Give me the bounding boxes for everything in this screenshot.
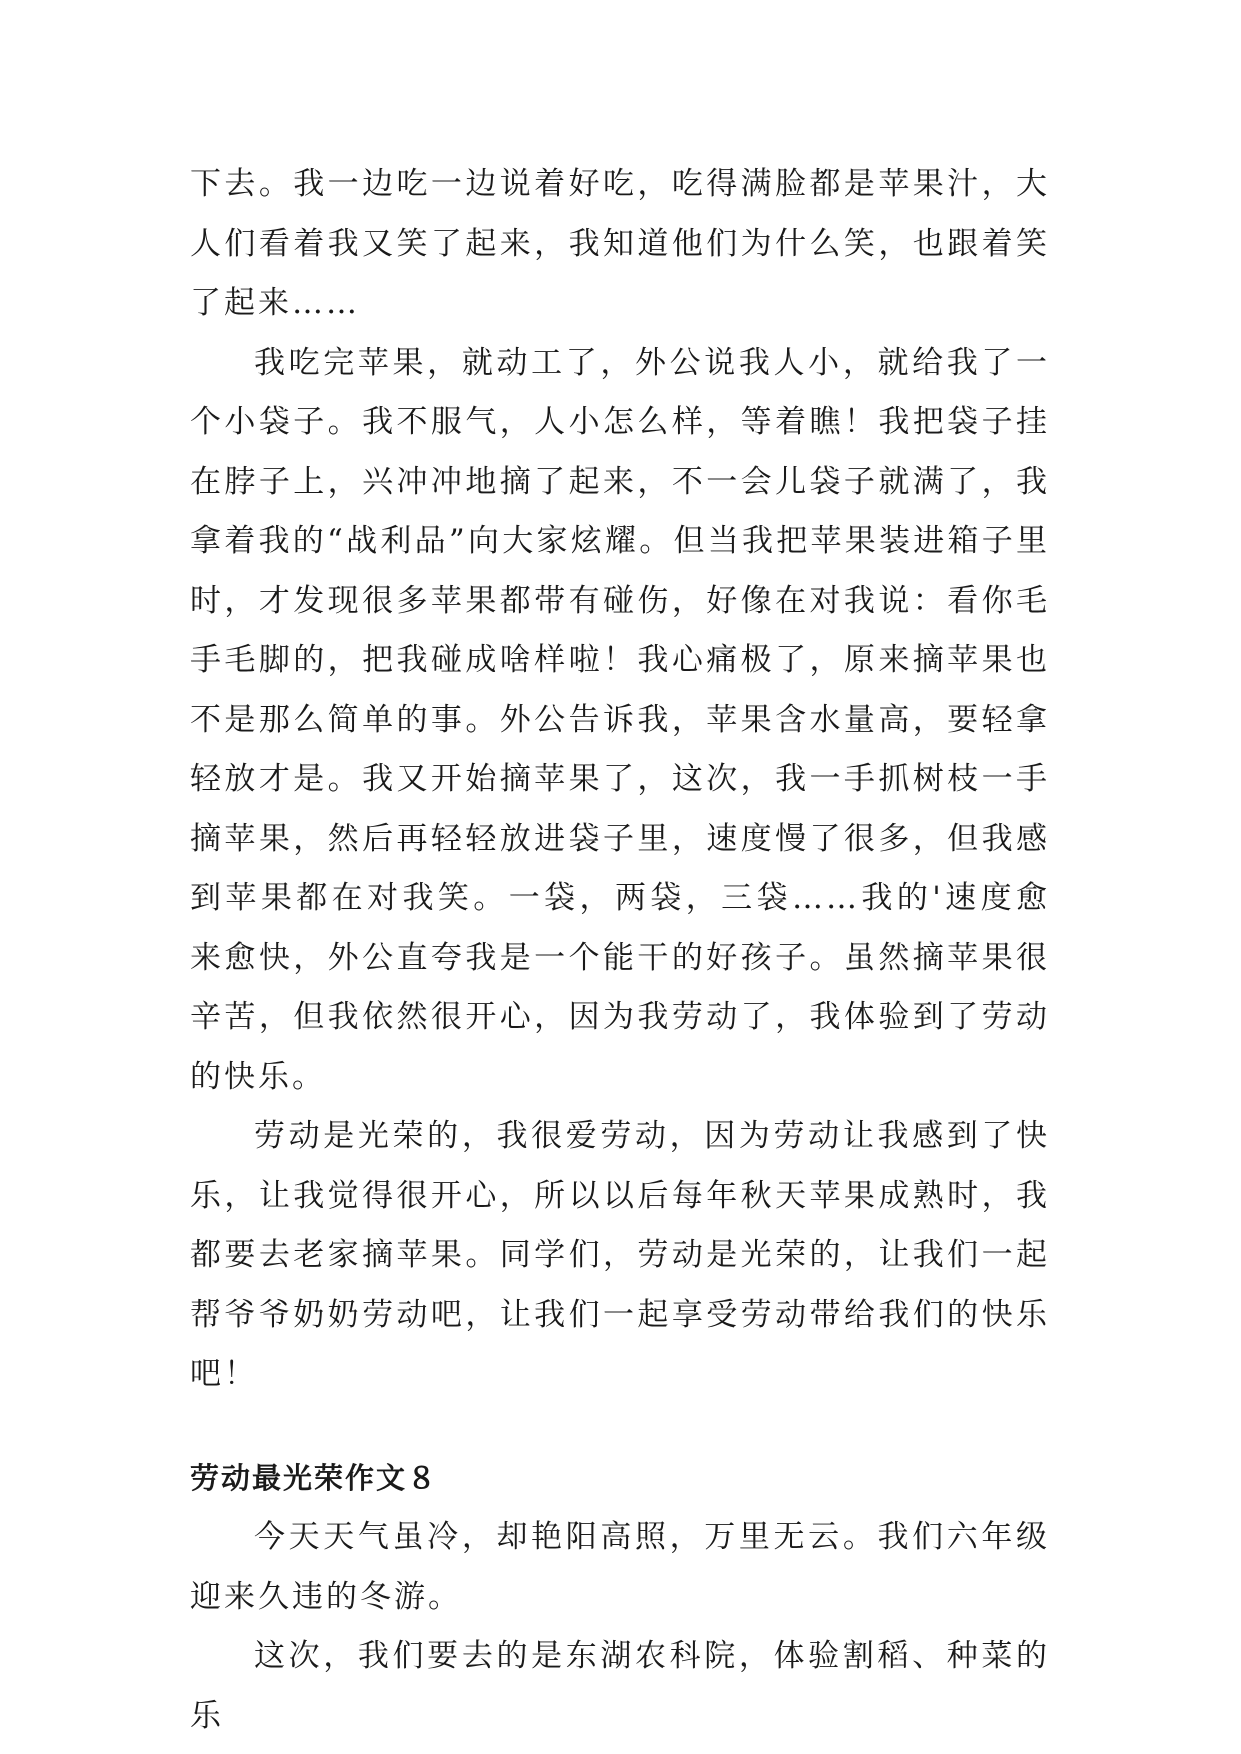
paragraph-continued: 下去。我一边吃一边说着好吃，吃得满脸都是苹果汁，大人们看着我又笑了起来，我知道他们为什么笑，也跟着笑了起来…… <box>190 166 1050 321</box>
section-title: 劳动最光荣作文８ <box>190 1460 439 1495</box>
paragraph-apple-picking: 我吃完苹果，就动工了，外公说我人小，就给我了一个小袋子。我不服气，人小怎么样，等着瞧！我把袋子挂在脖子上，兴冲冲地摘了起来，不一会儿袋子就满了，我拿着我的“战利品”向大家炫耀。但当我把苹果装进箱子里时，才发现很多苹果都带有碰伤，好像在对我说：看你毛手毛脚的，把我碰成啥样啦！我心痛极了，原来摘苹果也不是那么简单的事。外公告诉我，苹果含水量高，要轻拿轻放才是。我又开始摘苹果了，这次，我一手抓树枝一手摘苹果，然后再轻轻放进袋子里，速度慢了很多，但我感到苹果都在对我笑。一袋，两袋，三袋……我的'速度愈来愈快，外公直夸我是一个能干的好孩子。虽然摘苹果很辛苦，但我依然很开心，因为我劳动了，我体验到了劳动的快乐。 <box>190 344 1050 1095</box>
paragraph-weather: 今天天气虽冷，却艳阳高照，万里无云。我们六年级迎来久违的冬游。 <box>190 1519 1050 1615</box>
paragraph-trip: 这次，我们要去的是东湖农科院，体验割稻、种菜的乐 <box>190 1638 1050 1734</box>
paragraph-conclusion: 劳动是光荣的，我很爱劳动，因为劳动让我感到了快乐，让我觉得很开心，所以以后每年秋天苹果成熟时，我都要去老家摘苹果。同学们，劳动是光荣的，让我们一起帮爷爷奶奶劳动吧，让我们一起享受劳动带给我们的快乐吧！ <box>190 1118 1050 1392</box>
document-body <box>190 155 1050 1746</box>
